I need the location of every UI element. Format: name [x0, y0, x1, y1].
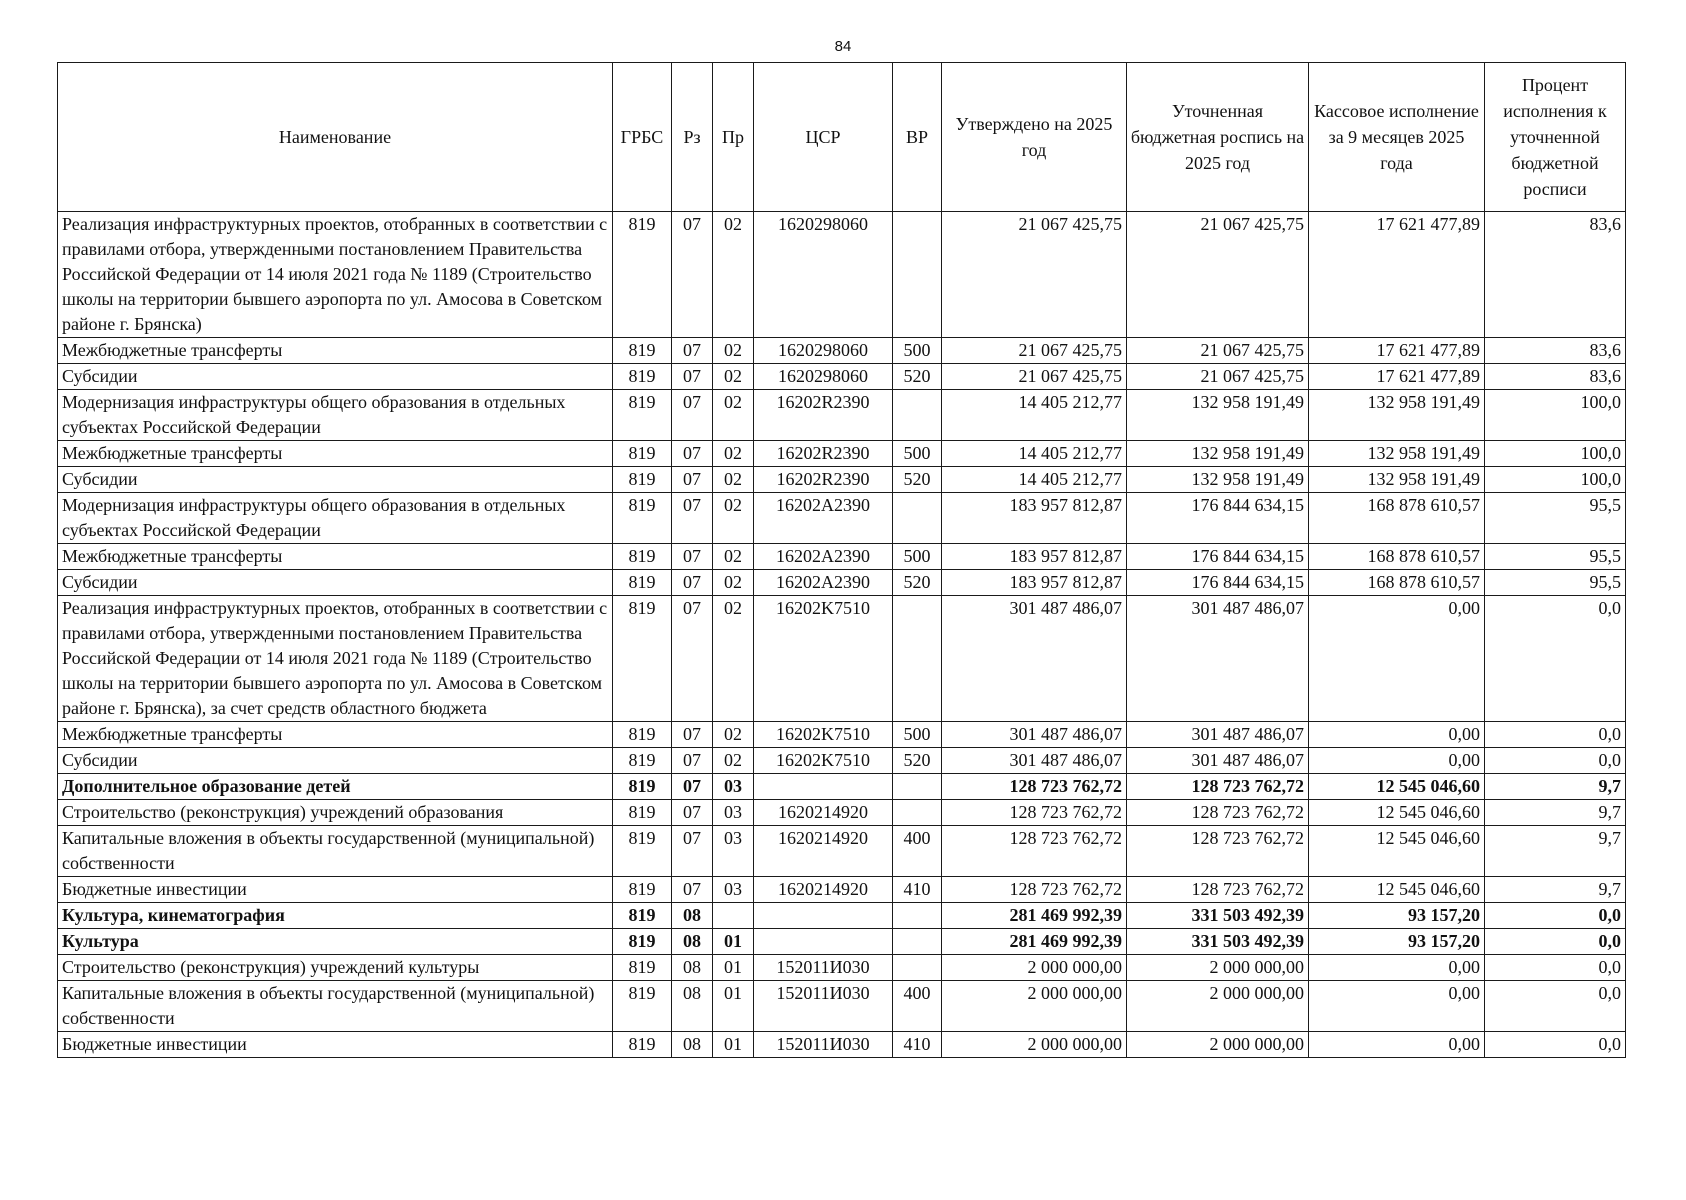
- row-cash: 0,00: [1309, 955, 1485, 981]
- row-name: Строительство (реконструкция) учреждений культуры: [58, 955, 613, 981]
- row-grbs: 819: [613, 722, 672, 748]
- table-row: [58, 929, 1626, 955]
- row-pr: 02: [713, 748, 754, 774]
- row-vr: 520: [893, 467, 942, 493]
- row-name: Межбюджетные трансферты: [58, 338, 613, 364]
- row-percent: 95,5: [1485, 570, 1626, 596]
- row-percent: 100,0: [1485, 441, 1626, 467]
- row-pr: 02: [713, 212, 754, 338]
- row-name: Субсидии: [58, 570, 613, 596]
- row-refined: 2 000 000,00: [1127, 981, 1309, 1032]
- row-rz: 08: [672, 1032, 713, 1058]
- row-pr: 01: [713, 955, 754, 981]
- row-percent: 0,0: [1485, 981, 1626, 1032]
- row-grbs: 819: [613, 800, 672, 826]
- row-vr: 520: [893, 570, 942, 596]
- row-refined: 128 723 762,72: [1127, 774, 1309, 800]
- table-row: [58, 212, 1626, 338]
- row-vr: [893, 800, 942, 826]
- row-rz: 07: [672, 493, 713, 544]
- row-percent: 9,7: [1485, 826, 1626, 877]
- row-pr: 03: [713, 826, 754, 877]
- row-grbs: 819: [613, 929, 672, 955]
- row-cash: 93 157,20: [1309, 929, 1485, 955]
- table-row: [58, 493, 1626, 544]
- row-name: Бюджетные инвестиции: [58, 877, 613, 903]
- row-approved: 128 723 762,72: [942, 774, 1127, 800]
- row-refined: 128 723 762,72: [1127, 800, 1309, 826]
- row-percent: 83,6: [1485, 212, 1626, 338]
- row-csr: [754, 774, 893, 800]
- row-refined: 132 958 191,49: [1127, 441, 1309, 467]
- row-percent: 0,0: [1485, 722, 1626, 748]
- row-vr: [893, 955, 942, 981]
- row-csr: 1620214920: [754, 826, 893, 877]
- row-name: Бюджетные инвестиции: [58, 1032, 613, 1058]
- row-rz: 07: [672, 364, 713, 390]
- row-approved: 21 067 425,75: [942, 364, 1127, 390]
- row-name: Субсидии: [58, 364, 613, 390]
- page-number: 84: [834, 38, 852, 55]
- row-approved: 183 957 812,87: [942, 570, 1127, 596]
- row-refined: 128 723 762,72: [1127, 877, 1309, 903]
- row-percent: 83,6: [1485, 338, 1626, 364]
- row-grbs: 819: [613, 441, 672, 467]
- row-name: Межбюджетные трансферты: [58, 441, 613, 467]
- row-cash: 132 958 191,49: [1309, 441, 1485, 467]
- budget-table: [57, 62, 1626, 1058]
- header-approved: Утверждено на 2025 год: [942, 63, 1127, 212]
- row-cash: 12 545 046,60: [1309, 826, 1485, 877]
- row-vr: 500: [893, 338, 942, 364]
- row-grbs: 819: [613, 570, 672, 596]
- table-row: [58, 774, 1626, 800]
- row-refined: 2 000 000,00: [1127, 955, 1309, 981]
- row-cash: 12 545 046,60: [1309, 774, 1485, 800]
- row-percent: 100,0: [1485, 390, 1626, 441]
- row-rz: 07: [672, 774, 713, 800]
- row-pr: 02: [713, 338, 754, 364]
- row-percent: 0,0: [1485, 1032, 1626, 1058]
- row-name: Субсидии: [58, 748, 613, 774]
- table-row: [58, 1032, 1626, 1058]
- row-vr: 520: [893, 748, 942, 774]
- table-row: [58, 390, 1626, 441]
- row-pr: 02: [713, 467, 754, 493]
- row-percent: 0,0: [1485, 748, 1626, 774]
- row-approved: 21 067 425,75: [942, 212, 1127, 338]
- row-vr: 400: [893, 981, 942, 1032]
- row-refined: 176 844 634,15: [1127, 570, 1309, 596]
- row-approved: 183 957 812,87: [942, 493, 1127, 544]
- row-csr: 1620214920: [754, 800, 893, 826]
- row-grbs: 819: [613, 212, 672, 338]
- header-pr: Пр: [713, 63, 754, 212]
- row-approved: 301 487 486,07: [942, 722, 1127, 748]
- row-vr: [893, 596, 942, 722]
- row-cash: 12 545 046,60: [1309, 800, 1485, 826]
- row-pr: 03: [713, 877, 754, 903]
- row-pr: 03: [713, 774, 754, 800]
- table-row: [58, 903, 1626, 929]
- row-refined: 132 958 191,49: [1127, 390, 1309, 441]
- row-refined: 21 067 425,75: [1127, 338, 1309, 364]
- row-vr: 500: [893, 722, 942, 748]
- row-grbs: 819: [613, 955, 672, 981]
- row-name: Межбюджетные трансферты: [58, 544, 613, 570]
- row-rz: 07: [672, 826, 713, 877]
- row-vr: 520: [893, 364, 942, 390]
- row-rz: 07: [672, 800, 713, 826]
- row-csr: 16202K7510: [754, 596, 893, 722]
- row-percent: 83,6: [1485, 364, 1626, 390]
- row-approved: 281 469 992,39: [942, 929, 1127, 955]
- row-approved: 14 405 212,77: [942, 441, 1127, 467]
- row-grbs: 819: [613, 903, 672, 929]
- header-refined: Уточненная бюджетная роспись на 2025 год: [1127, 63, 1309, 212]
- row-refined: 331 503 492,39: [1127, 929, 1309, 955]
- row-cash: 12 545 046,60: [1309, 877, 1485, 903]
- row-approved: 183 957 812,87: [942, 544, 1127, 570]
- row-pr: 01: [713, 1032, 754, 1058]
- row-percent: 0,0: [1485, 596, 1626, 722]
- row-grbs: 819: [613, 1032, 672, 1058]
- header-percent: Процент исполнения к уточненной бюджетной росписи: [1485, 63, 1626, 212]
- row-cash: 0,00: [1309, 596, 1485, 722]
- row-csr: 1620298060: [754, 338, 893, 364]
- row-vr: 410: [893, 1032, 942, 1058]
- row-approved: 301 487 486,07: [942, 596, 1127, 722]
- row-refined: 331 503 492,39: [1127, 903, 1309, 929]
- row-vr: 410: [893, 877, 942, 903]
- row-approved: 281 469 992,39: [942, 903, 1127, 929]
- row-percent: 100,0: [1485, 467, 1626, 493]
- row-vr: [893, 212, 942, 338]
- row-approved: 2 000 000,00: [942, 981, 1127, 1032]
- row-refined: 301 487 486,07: [1127, 722, 1309, 748]
- row-csr: 1620298060: [754, 212, 893, 338]
- row-cash: 0,00: [1309, 1032, 1485, 1058]
- row-name: Капитальные вложения в объекты государственной (муниципальной) собственности: [58, 826, 613, 877]
- header-cash: Кассовое исполнение за 9 месяцев 2025 года: [1309, 63, 1485, 212]
- row-pr: 01: [713, 929, 754, 955]
- row-rz: 07: [672, 212, 713, 338]
- row-name: Дополнительное образование детей: [58, 774, 613, 800]
- row-cash: 17 621 477,89: [1309, 364, 1485, 390]
- row-vr: 400: [893, 826, 942, 877]
- row-cash: 168 878 610,57: [1309, 570, 1485, 596]
- row-cash: 168 878 610,57: [1309, 544, 1485, 570]
- row-csr: 152011И030: [754, 1032, 893, 1058]
- table-row: [58, 826, 1626, 877]
- row-approved: 2 000 000,00: [942, 1032, 1127, 1058]
- row-grbs: 819: [613, 877, 672, 903]
- row-grbs: 819: [613, 493, 672, 544]
- row-vr: [893, 774, 942, 800]
- row-rz: 07: [672, 390, 713, 441]
- row-cash: 0,00: [1309, 981, 1485, 1032]
- row-cash: 0,00: [1309, 722, 1485, 748]
- table-row: [58, 338, 1626, 364]
- row-approved: 14 405 212,77: [942, 467, 1127, 493]
- row-name: Модернизация инфраструктуры общего образования в отдельных субъектах Российской Федерации: [58, 390, 613, 441]
- table-row: [58, 722, 1626, 748]
- row-name: Реализация инфраструктурных проектов, отобранных в соответствии с правилами отбора, утвержденными постановлением Правительства Российской Федерации от 14 июля 2021 года № 1189 (Строительство школы на территории бывшего аэропорта по ул. Амосова в Советском районе г. Брянска), за счет средств областного бюджета: [58, 596, 613, 722]
- row-approved: 21 067 425,75: [942, 338, 1127, 364]
- row-pr: 03: [713, 800, 754, 826]
- row-cash: 0,00: [1309, 748, 1485, 774]
- table-row: [58, 877, 1626, 903]
- row-refined: 301 487 486,07: [1127, 748, 1309, 774]
- row-rz: 08: [672, 929, 713, 955]
- row-cash: 17 621 477,89: [1309, 338, 1485, 364]
- row-vr: [893, 493, 942, 544]
- table-header-row: [58, 63, 1626, 212]
- row-csr: 16202K7510: [754, 748, 893, 774]
- table-row: [58, 544, 1626, 570]
- row-cash: 132 958 191,49: [1309, 390, 1485, 441]
- row-rz: 07: [672, 596, 713, 722]
- row-rz: 08: [672, 981, 713, 1032]
- row-rz: 07: [672, 877, 713, 903]
- row-name: Строительство (реконструкция) учреждений образования: [58, 800, 613, 826]
- row-rz: 07: [672, 544, 713, 570]
- row-name: Культура, кинематография: [58, 903, 613, 929]
- row-grbs: 819: [613, 467, 672, 493]
- table-row: [58, 364, 1626, 390]
- table-row: [58, 570, 1626, 596]
- row-cash: 17 621 477,89: [1309, 212, 1485, 338]
- header-csr: ЦСР: [754, 63, 893, 212]
- row-percent: 0,0: [1485, 955, 1626, 981]
- table-row: [58, 596, 1626, 722]
- table-row: [58, 467, 1626, 493]
- row-cash: 93 157,20: [1309, 903, 1485, 929]
- header-name: Наименование: [58, 63, 613, 212]
- row-percent: 9,7: [1485, 877, 1626, 903]
- row-pr: 02: [713, 493, 754, 544]
- row-rz: 07: [672, 441, 713, 467]
- row-refined: 2 000 000,00: [1127, 1032, 1309, 1058]
- row-pr: 02: [713, 596, 754, 722]
- row-grbs: 819: [613, 748, 672, 774]
- row-rz: 08: [672, 903, 713, 929]
- row-percent: 95,5: [1485, 493, 1626, 544]
- row-vr: [893, 929, 942, 955]
- row-rz: 07: [672, 722, 713, 748]
- row-csr: 16202A2390: [754, 570, 893, 596]
- row-name: Модернизация инфраструктуры общего образования в отдельных субъектах Российской Федерации: [58, 493, 613, 544]
- row-name: Реализация инфраструктурных проектов, отобранных в соответствии с правилами отбора, утвержденными постановлением Правительства Российской Федерации от 14 июля 2021 года № 1189 (Строительство школы на территории бывшего аэропорта по ул. Амосова в Советском районе г. Брянска): [58, 212, 613, 338]
- row-csr: 152011И030: [754, 981, 893, 1032]
- row-csr: 16202R2390: [754, 390, 893, 441]
- header-grbs: ГРБС: [613, 63, 672, 212]
- row-percent: 95,5: [1485, 544, 1626, 570]
- row-cash: 132 958 191,49: [1309, 467, 1485, 493]
- row-csr: 1620214920: [754, 877, 893, 903]
- table-row: [58, 955, 1626, 981]
- row-name: Культура: [58, 929, 613, 955]
- row-csr: 16202A2390: [754, 544, 893, 570]
- row-pr: 02: [713, 390, 754, 441]
- row-csr: [754, 903, 893, 929]
- row-csr: 16202A2390: [754, 493, 893, 544]
- row-csr: 16202K7510: [754, 722, 893, 748]
- header-vr: ВР: [893, 63, 942, 212]
- row-refined: 176 844 634,15: [1127, 544, 1309, 570]
- row-percent: 0,0: [1485, 903, 1626, 929]
- row-vr: [893, 903, 942, 929]
- row-pr: 02: [713, 544, 754, 570]
- row-percent: 9,7: [1485, 774, 1626, 800]
- row-refined: 128 723 762,72: [1127, 826, 1309, 877]
- row-grbs: 819: [613, 826, 672, 877]
- row-grbs: 819: [613, 544, 672, 570]
- row-approved: 128 723 762,72: [942, 826, 1127, 877]
- row-rz: 08: [672, 955, 713, 981]
- row-pr: 02: [713, 570, 754, 596]
- row-pr: 02: [713, 364, 754, 390]
- row-pr: 02: [713, 722, 754, 748]
- row-name: Капитальные вложения в объекты государственной (муниципальной) собственности: [58, 981, 613, 1032]
- row-rz: 07: [672, 338, 713, 364]
- row-grbs: 819: [613, 364, 672, 390]
- row-rz: 07: [672, 570, 713, 596]
- row-vr: 500: [893, 544, 942, 570]
- row-refined: 21 067 425,75: [1127, 364, 1309, 390]
- row-name: Межбюджетные трансферты: [58, 722, 613, 748]
- row-grbs: 819: [613, 774, 672, 800]
- row-approved: 128 723 762,72: [942, 877, 1127, 903]
- row-approved: 14 405 212,77: [942, 390, 1127, 441]
- row-csr: [754, 929, 893, 955]
- row-grbs: 819: [613, 338, 672, 364]
- table-row: [58, 800, 1626, 826]
- row-pr: [713, 903, 754, 929]
- table-body: [58, 212, 1626, 1058]
- row-approved: 2 000 000,00: [942, 955, 1127, 981]
- row-pr: 01: [713, 981, 754, 1032]
- row-vr: 500: [893, 441, 942, 467]
- row-pr: 02: [713, 441, 754, 467]
- row-rz: 07: [672, 467, 713, 493]
- row-grbs: 819: [613, 981, 672, 1032]
- row-grbs: 819: [613, 390, 672, 441]
- row-percent: 0,0: [1485, 929, 1626, 955]
- row-rz: 07: [672, 748, 713, 774]
- row-csr: 1620298060: [754, 364, 893, 390]
- row-refined: 301 487 486,07: [1127, 596, 1309, 722]
- row-approved: 128 723 762,72: [942, 800, 1127, 826]
- row-percent: 9,7: [1485, 800, 1626, 826]
- row-csr: 16202R2390: [754, 441, 893, 467]
- table-row: [58, 441, 1626, 467]
- row-refined: 176 844 634,15: [1127, 493, 1309, 544]
- row-csr: 152011И030: [754, 955, 893, 981]
- header-rz: Рз: [672, 63, 713, 212]
- row-grbs: 819: [613, 596, 672, 722]
- row-approved: 301 487 486,07: [942, 748, 1127, 774]
- table-row: [58, 981, 1626, 1032]
- row-csr: 16202R2390: [754, 467, 893, 493]
- row-vr: [893, 390, 942, 441]
- row-refined: 21 067 425,75: [1127, 212, 1309, 338]
- row-refined: 132 958 191,49: [1127, 467, 1309, 493]
- table-row: [58, 748, 1626, 774]
- row-name: Субсидии: [58, 467, 613, 493]
- row-cash: 168 878 610,57: [1309, 493, 1485, 544]
